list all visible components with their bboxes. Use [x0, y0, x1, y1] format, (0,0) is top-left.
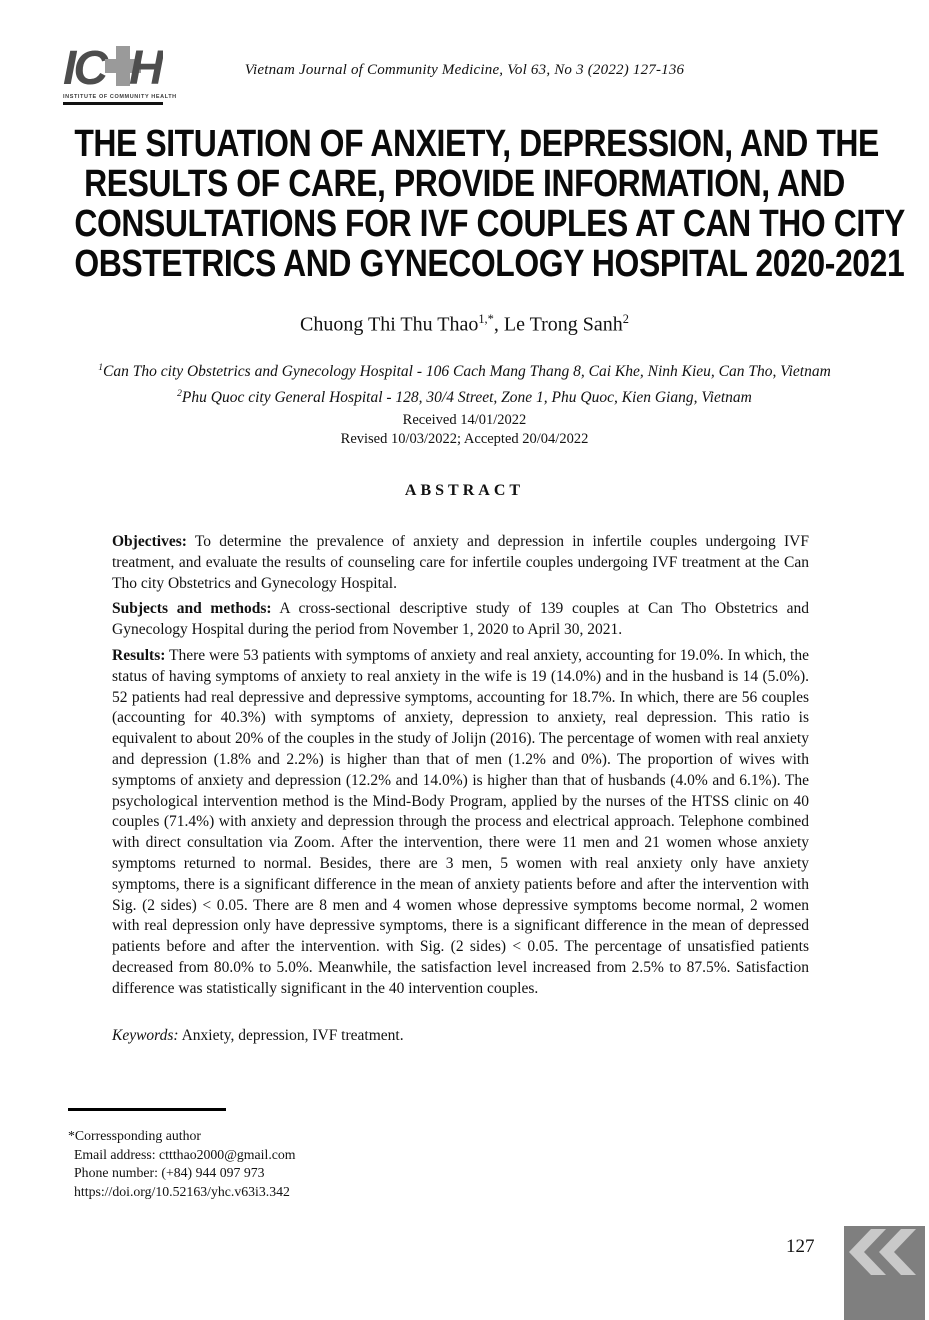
paper-title-line-3: CONSULTATIONS FOR IVF COUPLES AT CAN THO CITY: [74, 203, 905, 245]
paper-title: [0, 124, 929, 284]
paper-title-line-4: OBSTETRICS AND GYNECOLOGY HOSPITAL 2020-2021: [74, 243, 905, 285]
revised-accepted-date: Revised 10/03/2022; Accepted 20/04/2022: [340, 431, 589, 447]
author-1-name: Chuong Thi Thu Thao: [300, 313, 479, 336]
affiliation-1-text: Can Tho city Obstetrics and Gynecology Hospital - 106 Cach Mang Thang 8, Cai Khe, Ninh Kieu, Can Tho, Vietnam: [103, 363, 831, 381]
abstract-results-label: Results:: [112, 646, 166, 664]
abstract-objectives-text: To determine the prevalence of anxiety and depression in infertile couples undergoing IVF treatment, and evaluate the results of counseling care for infertile couples undergoing IVF treatment at the Can Tho city Obstetrics and Gynecology Hospital.: [112, 533, 809, 592]
keywords-line: [112, 1026, 809, 1047]
journal-header-line: Vietnam Journal of Community Medicine, Vol 63, No 3 (2022) 127-136: [244, 62, 685, 78]
email-address: Email address: cttthao2000@gmail.com: [74, 1146, 296, 1162]
abstract-heading: ABSTRACT: [404, 482, 525, 499]
double-chevron-left-icon: [844, 1226, 925, 1320]
abstract-body: [112, 532, 809, 1051]
abstract-methods-paragraph: [112, 599, 809, 641]
abstract-objectives-paragraph: [112, 532, 809, 594]
corresponding-author-note: *Corressponding author: [68, 1128, 201, 1143]
keywords-text: Anxiety, depression, IVF treatment.: [178, 1026, 404, 1044]
page-number: 127: [786, 1236, 815, 1257]
affiliation-2-text: Phu Quoc city General Hospital - 128, 30/4 Street, Zone 1, Phu Quoc, Kien Giang, Vietnam: [181, 389, 752, 407]
author-2-name: Le Trong Sanh: [503, 313, 623, 336]
affiliations: [0, 357, 929, 409]
abstract-results-text: There were 53 patients with symptoms of anxiety and real anxiety, accounting for 19.0%. In which, the status of having symptoms of anxiety to real anxiety in the wife is 19 (14.0%) and in the husband is 14 (5.0%). 52 patients had real depressive and depressive symptoms, accounting for 18.7%. In which, there are 56 couples (accounting for 40.3%) with symptoms of anxiety, depression to anxiety, real depression. This ratio is equivalent to about 20% of the couples in the study of Jolijn (2016). The percentage of women with real anxiety and depression (1.8% and 2.2%) is higher than that of men (1.2% and 0%). The proportion of wives with symptoms of anxiety and depression (12.2% and 14.0%) is higher than that of husbands (4.0% and 6.1%). The psychological intervention method is the Mind-Body Program, applied by the nurses of the HTSS clinic on 40 couples (71.4%) with anxiety and depression through the process and electrical approach. Telephone combined with direct consultation via Zoom. After the intervention, there were 11 men and 21 women whose anxiety symptoms returned to normal. Besides, there are 3 men, 5 women with real anxiety only have anxiety symptoms, there is a significant difference in the mean of anxiety patients before and after the intervention with Sig. (2 sides) < 0.05. There are 8 men and 4 women whose depressive symptoms become normal, 2 women with real depression only have depressive symptoms, there is a significant difference in the mean of depressed patients before and after the intervention. with Sig. (2 sides) < 0.05. The percentage of unsatisfied patients decreased from 80.0% to 5.0%. Meanwhile, the satisfaction level increased from 2.5% to 87.5%. Satisfaction difference was statistically significant in the 40 intervention couples.: [112, 646, 809, 997]
phone-number: Phone number: (+84) 944 097 973: [74, 1165, 265, 1181]
abstract-results-paragraph: [112, 646, 809, 1000]
footnote: [68, 1108, 296, 1201]
keywords-label: Keywords:: [112, 1026, 179, 1044]
doi-link: https://doi.org/10.52163/yhc.v63i3.342: [74, 1183, 290, 1199]
author-2-superscript: 2: [622, 312, 629, 326]
author-1-superscript: 1,*: [478, 312, 494, 326]
author-separator: ,: [493, 313, 504, 336]
svg-text:H: H: [129, 44, 163, 88]
received-date: Received 14/01/2022: [402, 412, 527, 428]
manuscript-dates: [0, 411, 929, 449]
corner-decoration: [844, 1226, 925, 1320]
paper-title-line-2: RESULTS OF CARE, PROVIDE INFORMATION, AND: [84, 163, 845, 205]
abstract-objectives-label: Objectives:: [112, 533, 187, 550]
authors-line: [0, 312, 929, 337]
affiliation-2-superscript: 2: [177, 388, 182, 400]
affiliation-1: [0, 357, 929, 383]
svg-text:IC: IC: [63, 44, 105, 88]
affiliation-1-superscript: 1: [98, 362, 104, 373]
paper-title-line-1: THE SITUATION OF ANXIETY, DEPRESSION, AND THE: [74, 123, 879, 165]
affiliation-2: [0, 383, 929, 409]
abstract-methods-text: A cross-sectional descriptive study of 139 couples at Can Tho Obstetrics and Gynecology Hospital during the period from November 1, 2020 to April 30, 2021.: [112, 600, 809, 639]
footnote-rule: [68, 1108, 226, 1111]
abstract-methods-label: Subjects and methods:: [112, 600, 272, 618]
logo-underline: [63, 102, 163, 105]
logo-caption: INSTITUTE OF COMMUNITY HEALTH: [63, 94, 177, 100]
